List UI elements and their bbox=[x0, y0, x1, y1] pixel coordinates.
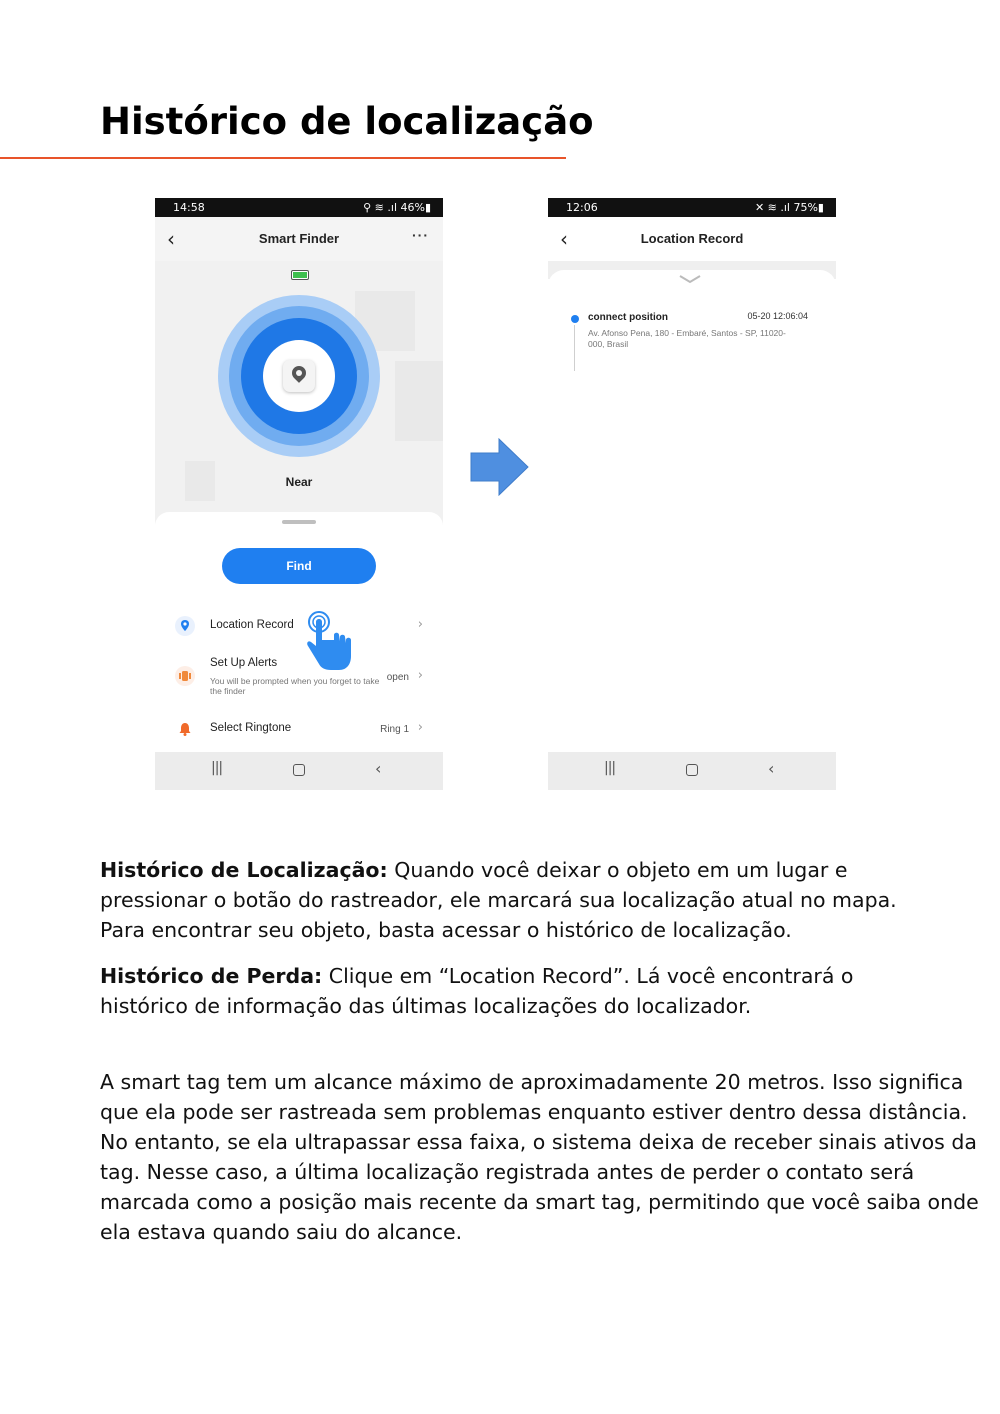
row-title: Select Ringtone bbox=[210, 722, 292, 734]
proximity-status: Near bbox=[285, 475, 313, 489]
title-underline bbox=[0, 157, 566, 159]
location-record-row[interactable] bbox=[155, 612, 443, 642]
chevron-right-icon: › bbox=[417, 668, 423, 683]
select-ringtone-row[interactable] bbox=[155, 716, 443, 744]
record-dot bbox=[571, 315, 579, 323]
location-pin-icon bbox=[289, 363, 309, 383]
paragraph-text: Quando você deixar o objeto em um lugar e pressionar o botão do rastreador, ele marcará sua localização atual no mapa. Para encontrar seu objeto, basta acessar o histórico de localização. bbox=[100, 858, 897, 942]
record-sheet bbox=[548, 270, 836, 752]
tap-hand-icon bbox=[305, 610, 355, 674]
android-nav-bar bbox=[548, 752, 836, 790]
record-title[interactable]: connect position bbox=[588, 312, 668, 323]
more-options-icon[interactable]: ··· bbox=[412, 227, 429, 243]
chevron-right-icon: › bbox=[417, 617, 423, 632]
app-title: Smart Finder bbox=[258, 231, 340, 246]
set-up-alerts-row[interactable] bbox=[155, 654, 443, 702]
status-bar bbox=[155, 198, 443, 217]
app-bar bbox=[548, 217, 836, 261]
status-time: 14:58 bbox=[173, 201, 205, 214]
smart-tag-device[interactable] bbox=[283, 360, 315, 392]
arrow-right-icon bbox=[470, 438, 530, 496]
back-arrow-icon[interactable]: ‹ bbox=[167, 227, 175, 251]
status-icons: ✕ ≋ .ıl 75%▮ bbox=[754, 201, 824, 214]
row-value: open bbox=[386, 672, 409, 683]
status-icons: ⚲ ≋ .ıl 46%▮ bbox=[363, 201, 431, 214]
row-subtitle: You will be prompted when you forget to take the finder bbox=[210, 676, 380, 696]
location-pin-icon bbox=[175, 616, 195, 636]
record-time: 05-20 12:06:04 bbox=[747, 311, 808, 321]
nav-back-icon[interactable]: ‹ bbox=[768, 759, 775, 778]
paragraph-text: Clique em “Location Record”. Lá você encontrará o histórico de informação das últimas localizações do localizador. bbox=[100, 964, 854, 1018]
chevron-right-icon: › bbox=[417, 720, 423, 735]
recents-icon[interactable]: ||| bbox=[211, 760, 223, 776]
screenshot-location-record bbox=[548, 198, 836, 790]
find-button[interactable]: Find bbox=[222, 548, 376, 584]
battery-icon bbox=[291, 270, 309, 280]
recents-icon[interactable]: ||| bbox=[604, 760, 616, 776]
paragraph-label: Histórico de Localização: bbox=[100, 858, 388, 882]
app-title: Location Record bbox=[640, 231, 744, 246]
app-bar bbox=[155, 217, 443, 261]
home-icon[interactable] bbox=[686, 764, 698, 776]
timeline-line bbox=[574, 325, 575, 371]
bell-icon bbox=[175, 719, 195, 739]
paragraph-range-info: A smart tag tem um alcance máximo de aproximadamente 20 metros. Isso significa que ela pode ser rastreada sem problemas enquanto estiver dentro dessa distância. No entanto, se ela ultrapassar essa faixa, o sistema deixa de receber sinais ativos da tag. Nesse caso, a última localização registrada antes de perder o contato será marcada como a posição mais recente da smart tag, permitindo que você saiba onde ela estava quando saiu do alcance. bbox=[100, 1070, 979, 1244]
nav-back-icon[interactable]: ‹ bbox=[375, 759, 382, 778]
sheet-handle[interactable] bbox=[282, 520, 316, 524]
bottom-sheet bbox=[155, 512, 443, 752]
record-address: Av. Afonso Pena, 180 - Embaré, Santos - SP, 11020-000, Brasil bbox=[588, 328, 786, 349]
row-title: Location Record bbox=[210, 619, 294, 631]
status-time: 12:06 bbox=[566, 201, 598, 214]
status-bar bbox=[548, 198, 836, 217]
paragraph-location-history bbox=[100, 855, 900, 945]
paragraph-label: Histórico de Perda: bbox=[100, 964, 323, 988]
alert-icon bbox=[175, 666, 195, 686]
chevron-down-icon[interactable] bbox=[678, 274, 702, 284]
back-arrow-icon[interactable]: ‹ bbox=[560, 227, 568, 251]
row-title: Set Up Alerts bbox=[210, 657, 278, 669]
android-nav-bar bbox=[155, 752, 443, 790]
row-value: Ring 1 bbox=[380, 724, 409, 735]
page-title: Histórico de localização bbox=[100, 100, 594, 143]
screenshot-smart-finder bbox=[155, 198, 443, 790]
home-icon[interactable] bbox=[293, 764, 305, 776]
paragraph-loss-history bbox=[100, 961, 900, 1021]
